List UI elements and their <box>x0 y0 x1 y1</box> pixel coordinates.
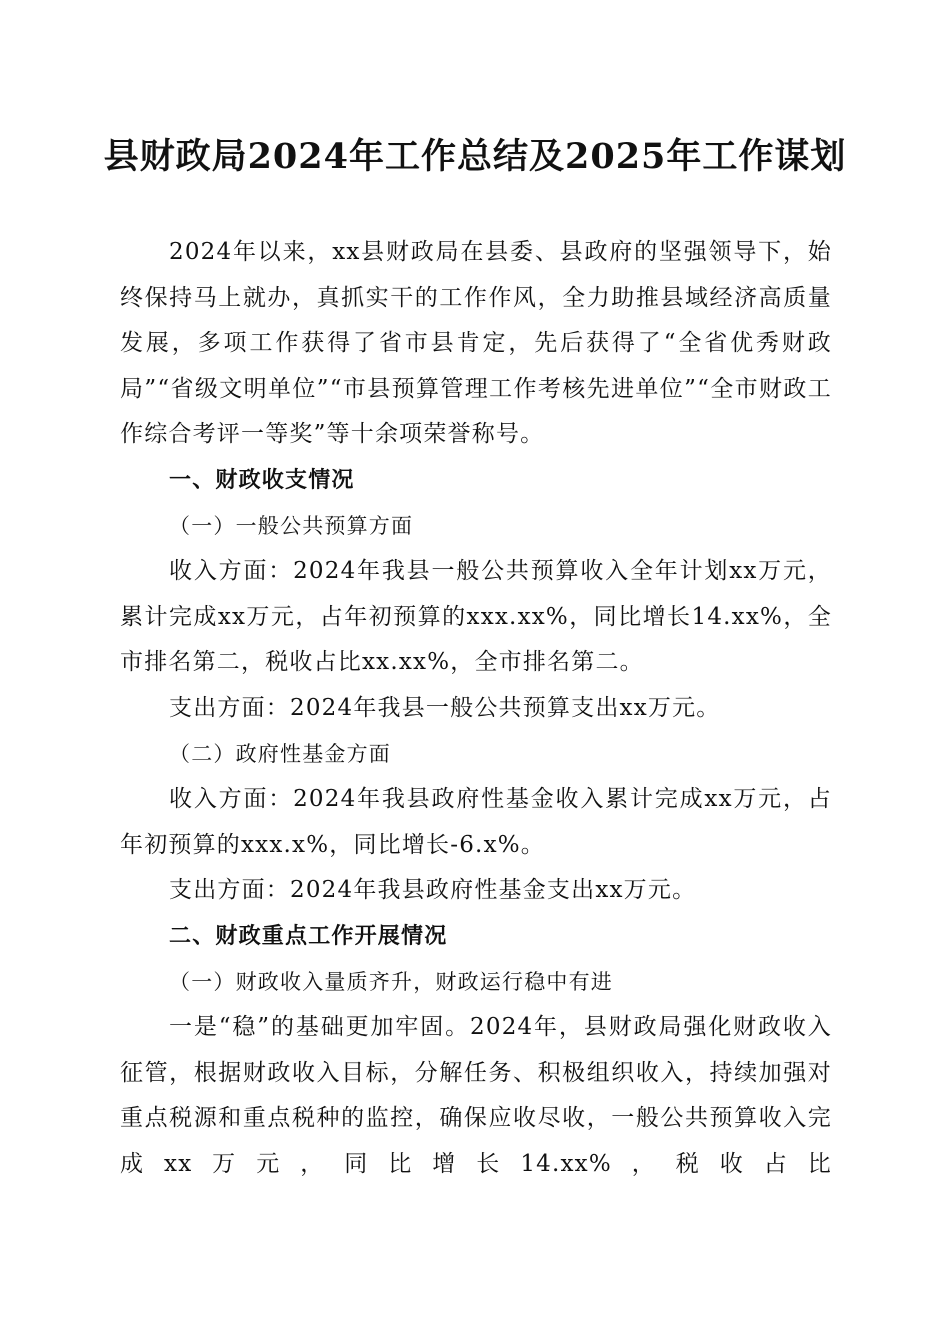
section1-sub1-heading: （一）一般公共预算方面 <box>169 513 414 538</box>
section2-sub1-paragraph: 一是“稳”的基础更加牢固。2024年，县财政局强化财政收入征管，根据财政收入目标，分解任务、积极组织收入，持续加强对重点税源和重点税种的监控，确保应收尽收，一般公共预算收入完成xx万元，同比增长14.xx%，税收占比 <box>120 1014 832 1177</box>
section2-heading: 二、财政重点工作开展情况 <box>169 923 448 949</box>
section1-sub1-income: 收入方面：2024年我县一般公共预算收入全年计划xx万元，累计完成xx万元，占年初预算的xxx.xx%，同比增长14.xx%，全市排名第二，税收占比xx.xx%，全市排名第二。 <box>120 558 832 676</box>
document-body <box>120 230 832 1187</box>
section1-sub2-heading: （二）政府性基金方面 <box>169 741 391 766</box>
section2-sub1-heading: （一）财政收入量质齐升，财政运行稳中有进 <box>169 969 613 994</box>
section1-sub1-expense: 支出方面：2024年我县一般公共预算支出xx万元。 <box>169 694 721 721</box>
section1-heading: 一、财政收支情况 <box>169 467 355 493</box>
section1-sub2-income: 收入方面：2024年我县政府性基金收入累计完成xx万元，占年初预算的xxx.x%，同比增长-6.x%。 <box>120 786 832 858</box>
document-title: 县财政局2024年工作总结及2025年工作谋划 <box>103 136 847 177</box>
intro-paragraph: 2024年以来，xx县财政局在县委、县政府的坚强领导下，始终保持马上就办，真抓实干的工作作风，全力助推县域经济高质量发展，多项工作获得了省市县肯定，先后获得了“全省优秀财政局”“省级文明单位”“市县预算管理工作考核先进单位”“全市财政工作综合考评一等奖”等十余项荣誉称号。 <box>120 239 832 448</box>
section1-sub2-expense: 支出方面：2024年我县政府性基金支出xx万元。 <box>169 877 697 904</box>
